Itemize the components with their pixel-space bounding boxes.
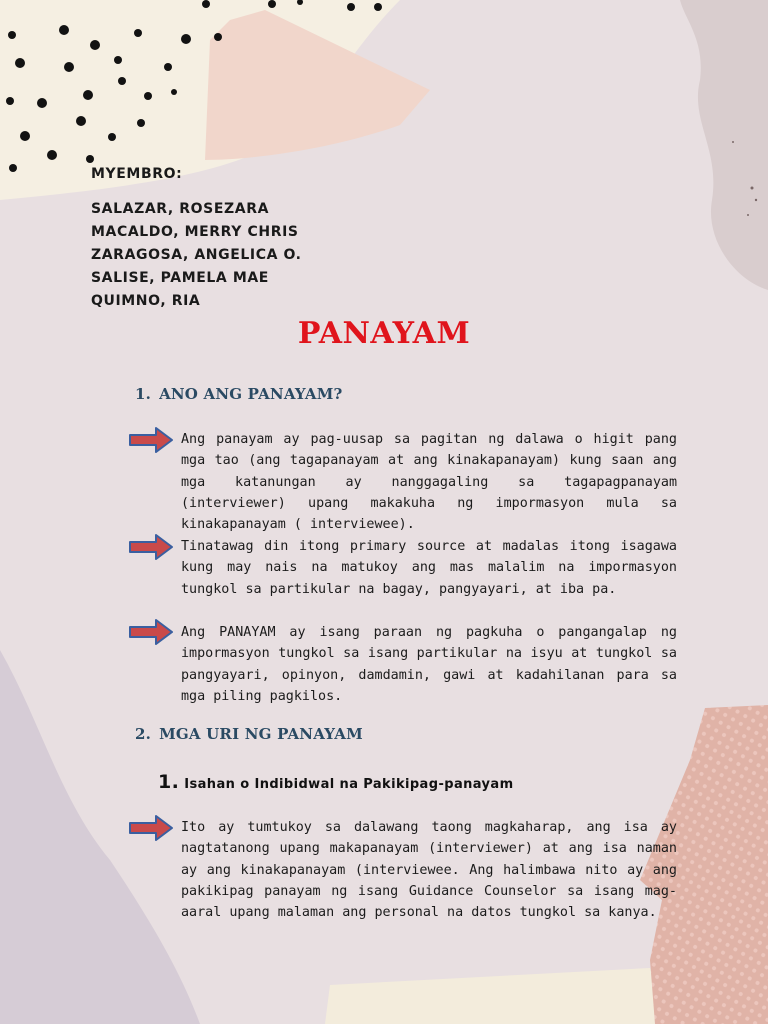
members-label: MYEMBRO:: [91, 166, 183, 182]
section-number: 2.: [135, 725, 152, 743]
section-number: 1.: [135, 385, 152, 403]
subheading-number: 1.: [158, 771, 180, 793]
section-heading-1: [135, 385, 343, 403]
cream-strip-bottom: [325, 968, 668, 1024]
section-title: ANO ANG PANAYAM?: [159, 385, 343, 403]
grey-wave-shape: [680, 0, 768, 290]
paragraph: Ito ay tumtukoy sa dalawang taong magkaharap, ang isa ay nagtatanong upang makapanayam (interviewer) at ang isa naman ay ang kinakapanayam (interviewee. Ang halimbawa nito ay ang pakikipag panayam ng isang Guidance Counselor sa isang mag-aaral upang malaman ang personal na datos tungkol sa kanya.: [181, 820, 677, 921]
section-heading-2: [135, 725, 363, 743]
paragraph: Ang panayam ay pag-uusap sa pagitan ng dalawa o higit pang mga tao (ang tagapanayam at ang kinakapanayam) kung saan ang mga katanungan ay nanggagaling sa tagapagpanayam (interviewer) upang makakuha ng impormasyon mula sa kinakapanayam ( interviewee).: [181, 432, 677, 533]
section-title: MGA URI NG PANAYAM: [159, 725, 363, 743]
arrow-bullet-icon: [128, 533, 174, 561]
member-name: QUIMNO, RIA: [91, 293, 201, 309]
paragraph: Tinatawag din itong primary source at madalas itong isagawa kung may nais na matukoy ang mas malalim na impormasyon tungkol sa partikular na bagay, pangyayari, at iba pa.: [181, 539, 677, 597]
arrow-bullet-icon: [128, 618, 174, 646]
member-name: MACALDO, MERRY CHRIS: [91, 224, 299, 240]
member-name: SALAZAR, ROSEZARA: [91, 201, 270, 217]
paragraph: Ang PANAYAM ay isang paraan ng pagkuha o pangangalap ng impormasyon tungkol sa isang partikular na isyu at tungkol sa pangyayari, opinyon, damdamin, gawi at kadahilanan para sa mga piling pagkilos.: [181, 625, 677, 704]
subheading-text: Isahan o Indibidwal na Pakikipag-panayam: [184, 777, 514, 792]
subheading: [158, 771, 514, 793]
arrow-bullet-icon: [128, 426, 174, 454]
page-title: PANAYAM: [297, 316, 471, 351]
member-name: SALISE, PAMELA MAE: [91, 270, 269, 286]
arrow-bullet-icon: [128, 814, 174, 842]
members-block: [91, 166, 302, 313]
member-name: ZARAGOSA, ANGELICA O.: [91, 247, 302, 263]
